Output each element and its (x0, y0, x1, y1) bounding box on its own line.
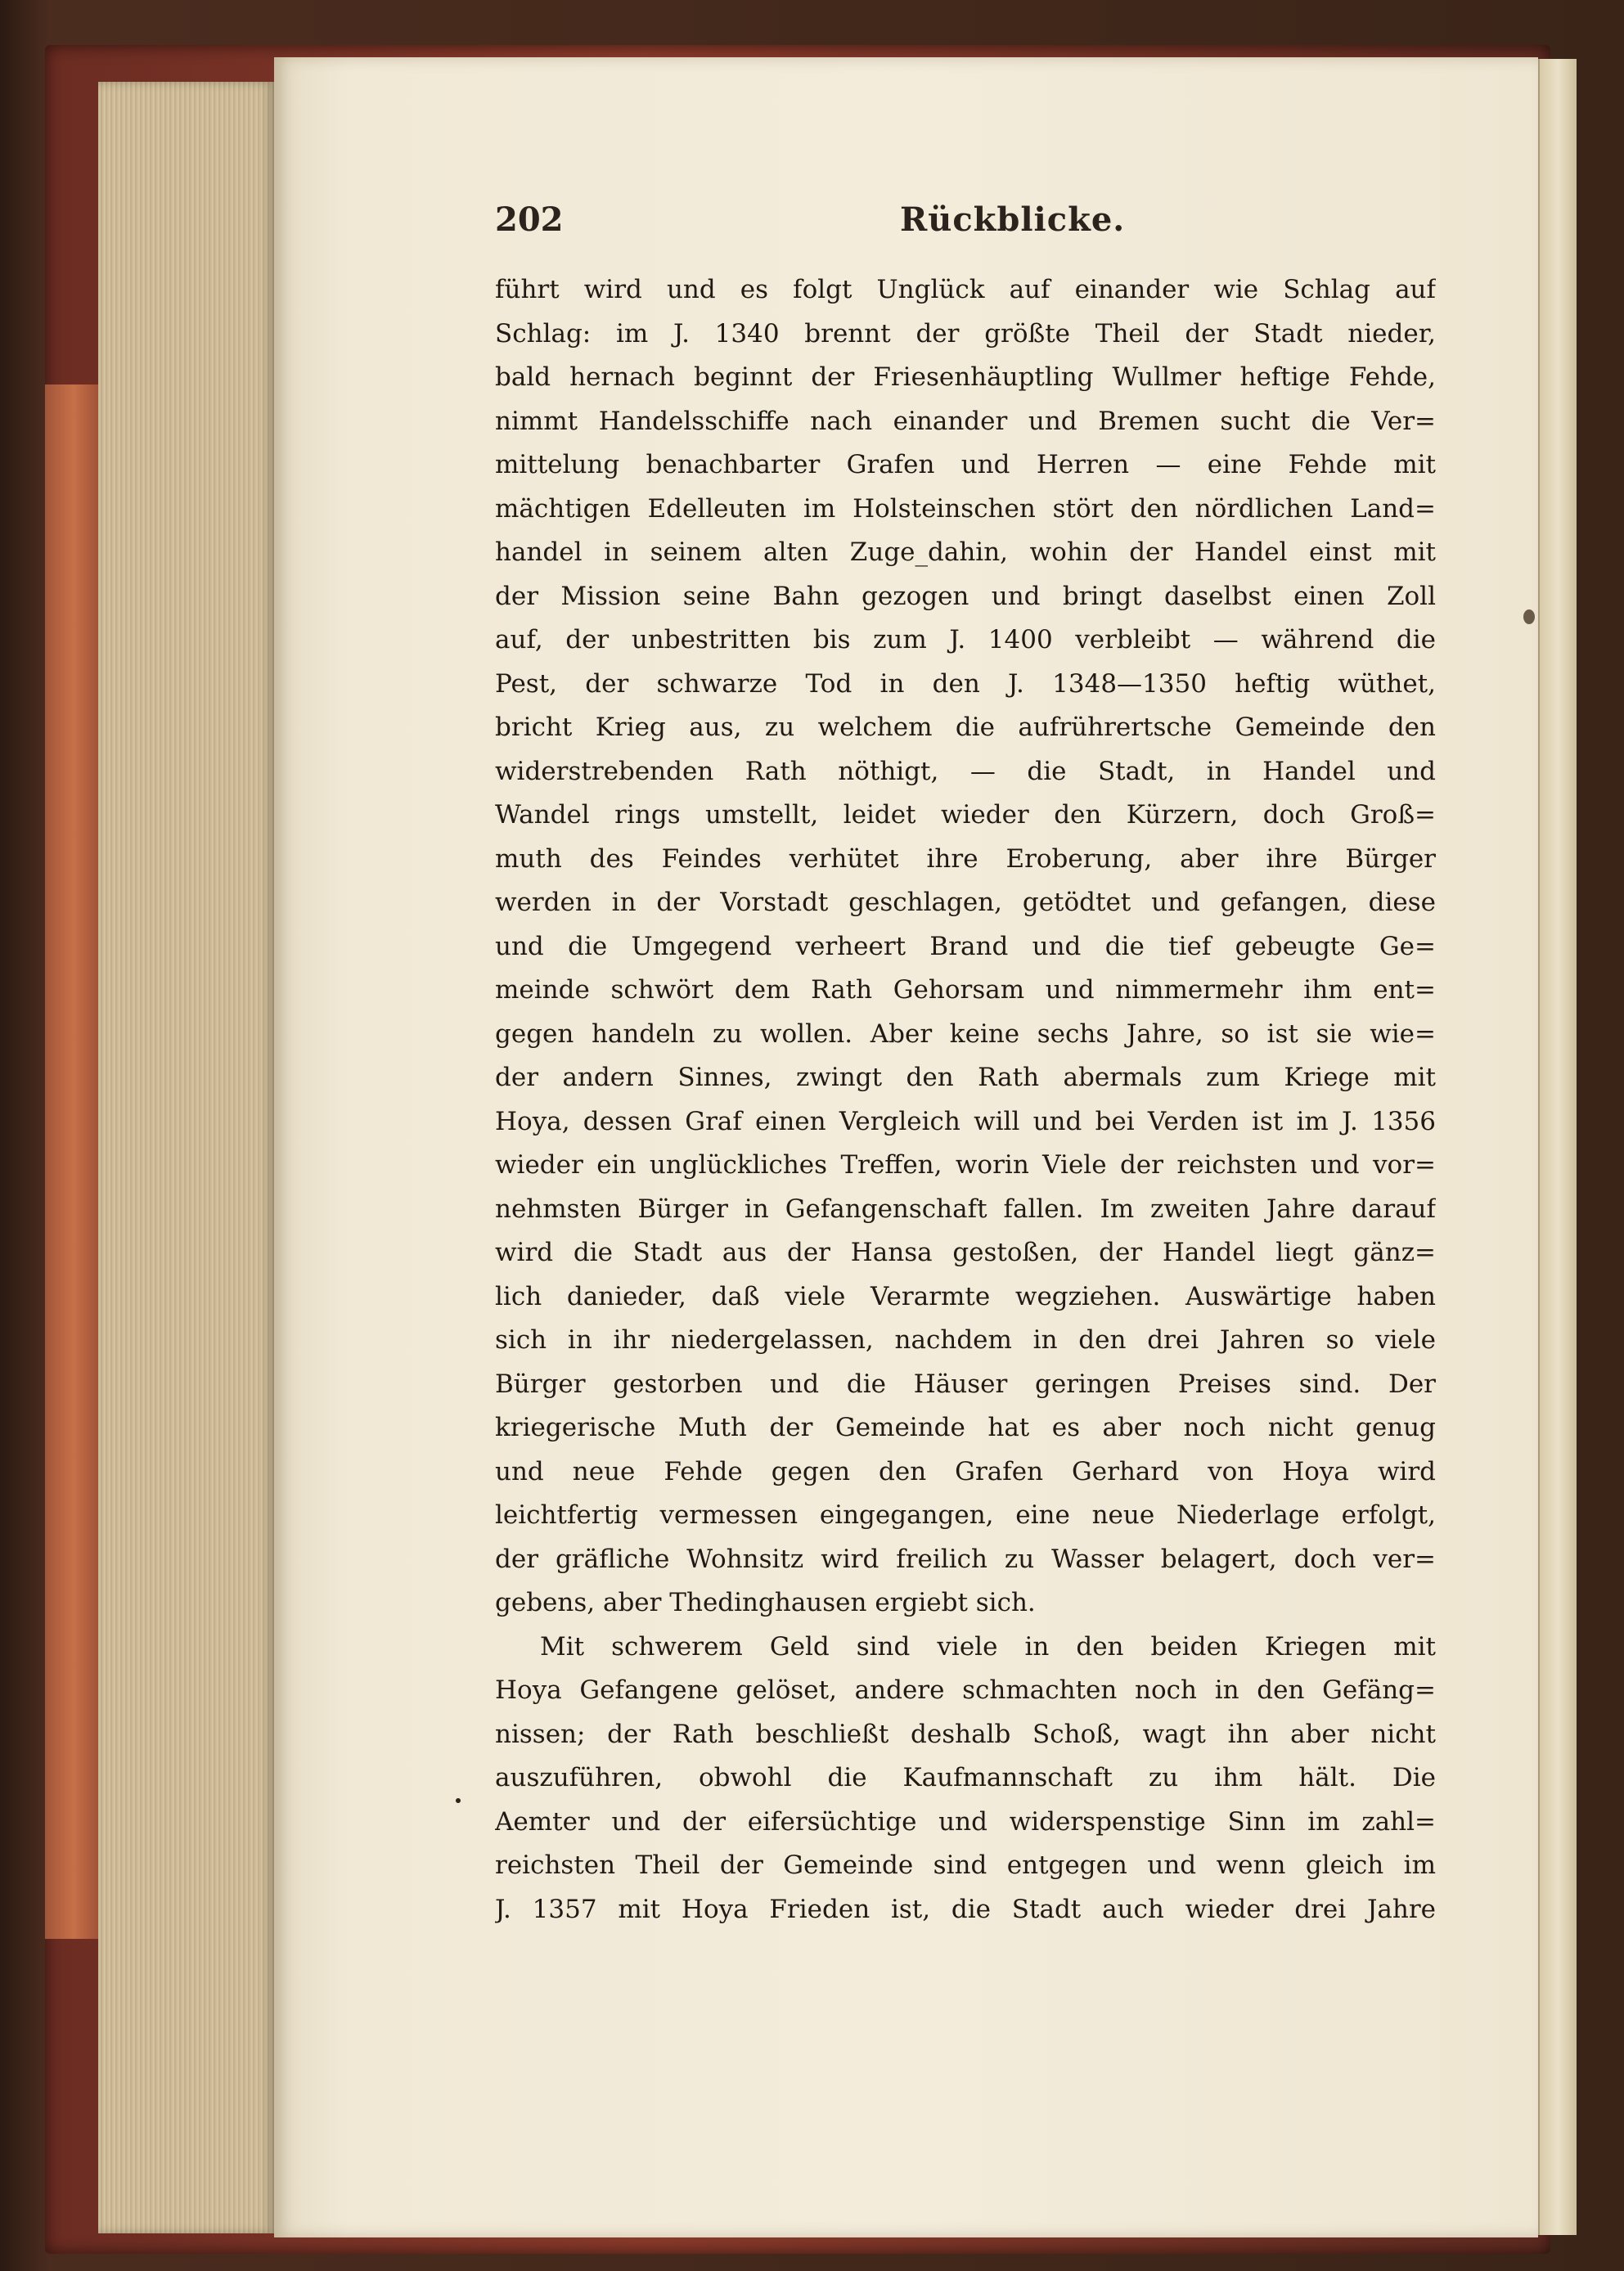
text-line: Hoya, dessen Graf einen Vergleich will und bei Verden ist im J. 1356 (495, 1106, 1436, 1136)
text-line: sich in ihr niedergelassen, nachdem in den drei Jahren so viele (495, 1325, 1436, 1355)
body-text (495, 268, 1436, 1931)
text-line: Hoya Gefangene gelöset, andere schmachten noch in den Gefäng= (495, 1675, 1436, 1705)
page-number: 202 (495, 200, 564, 239)
text-line: J. 1357 mit Hoya Frieden ist, die Stadt auch wieder drei Jahre (495, 1894, 1436, 1924)
paragraph-start-line: Mit schwerem Geld sind viele in den beiden Kriegen mit (540, 1631, 1436, 1662)
text-line: und neue Fehde gegen den Grafen Gerhard von Hoya wird (495, 1456, 1436, 1486)
text-line: mächtigen Edelleuten im Holsteinschen stört den nördlichen Land= (495, 493, 1436, 524)
text-line: lich danieder, daß viele Verarmte wegziehen. Auswärtige haben (495, 1281, 1436, 1311)
page-header (495, 200, 1334, 250)
text-line: kriegerische Muth der Gemeinde hat es aber noch nicht genug (495, 1413, 1436, 1442)
text-line: nehmsten Bürger in Gefangenschaft fallen. Im zweiten Jahre darauf (495, 1194, 1436, 1224)
text-line: Schlag: im J. 1340 brennt der größte Theil der Stadt nieder, (495, 318, 1436, 349)
paragraph-end-line: gebens, aber Thedinghausen ergiebt sich. (495, 1588, 1036, 1617)
running-head: Rückblicke. (900, 200, 1126, 239)
text-line: Wandel rings umstellt, leidet wieder den Kürzern, doch Groß= (495, 800, 1436, 830)
text-line: wieder ein unglückliches Treffen, worin Viele der reichsten und vor= (495, 1150, 1436, 1180)
text-line: Pest, der schwarze Tod in den J. 1348—1350 heftig wüthet, (495, 668, 1436, 699)
text-line: reichsten Theil der Gemeinde sind entgegen und wenn gleich im (495, 1851, 1436, 1880)
text-line: nimmt Handelsschiffe nach einander und Bremen sucht die Ver= (495, 406, 1436, 436)
page-stain (1523, 609, 1535, 624)
text-line: auf, der unbestritten bis zum J. 1400 verbleibt — während die (495, 625, 1436, 654)
page-edge-right (1538, 59, 1577, 2235)
text-line: der gräfliche Wohnsitz wird freilich zu Wasser belagert, doch ver= (495, 1544, 1436, 1574)
book-page (274, 57, 1538, 2237)
text-line: nissen; der Rath beschließt deshalb Schoß, wagt ihn aber nicht (495, 1719, 1436, 1749)
text-line: bricht Krieg aus, zu welchem die aufrührertsche Gemeinde den (495, 713, 1436, 742)
text-line: leichtfertig vermessen eingegangen, eine neue Niederlage erfolgt, (495, 1500, 1436, 1530)
text-line: muth des Feindes verhütet ihre Eroberung, aber ihre Bürger (495, 843, 1436, 874)
text-line: gegen handeln zu wollen. Aber keine sechs Jahre, so ist sie wie= (495, 1019, 1436, 1049)
text-line: handel in seinem alten Zuge_dahin, wohin der Handel einst mit (495, 537, 1436, 567)
text-line: meinde schwört dem Rath Gehorsam und nimmermehr ihm ent= (495, 975, 1436, 1005)
text-line: Bürger gestorben und die Häuser geringen Preises sind. Der (495, 1369, 1436, 1399)
text-line: bald hernach beginnt der Friesenhäuptling Wullmer heftige Fehde, (495, 362, 1436, 392)
text-line: auszuführen, obwohl die Kaufmannschaft zu ihm hält. Die (495, 1763, 1436, 1792)
text-line: wird die Stadt aus der Hansa gestoßen, der Handel liegt gänz= (495, 1238, 1436, 1267)
text-line: der andern Sinnes, zwingt den Rath abermals zum Kriege mit (495, 1063, 1436, 1092)
page-edges-left (98, 82, 274, 2233)
text-line: führt wird und es folgt Unglück auf einander wie Schlag auf (495, 275, 1436, 304)
text-line: der Mission seine Bahn gezogen und bringt daselbst einen Zoll (495, 581, 1436, 611)
text-line: und die Umgegend verheert Brand und die tief gebeugte Ge= (495, 931, 1436, 961)
cover-spine-band (45, 384, 102, 1939)
text-line: mittelung benachbarter Grafen und Herren — eine Fehde mit (495, 450, 1436, 479)
ink-dot (456, 1798, 461, 1803)
text-line: widerstrebenden Rath nöthigt, — die Stadt, in Handel und (495, 756, 1436, 786)
text-line: werden in der Vorstadt geschlagen, getödtet und gefangen, diese (495, 888, 1436, 917)
text-line: Aemter und der eifersüchtige und widerspenstige Sinn im zahl= (495, 1806, 1436, 1837)
